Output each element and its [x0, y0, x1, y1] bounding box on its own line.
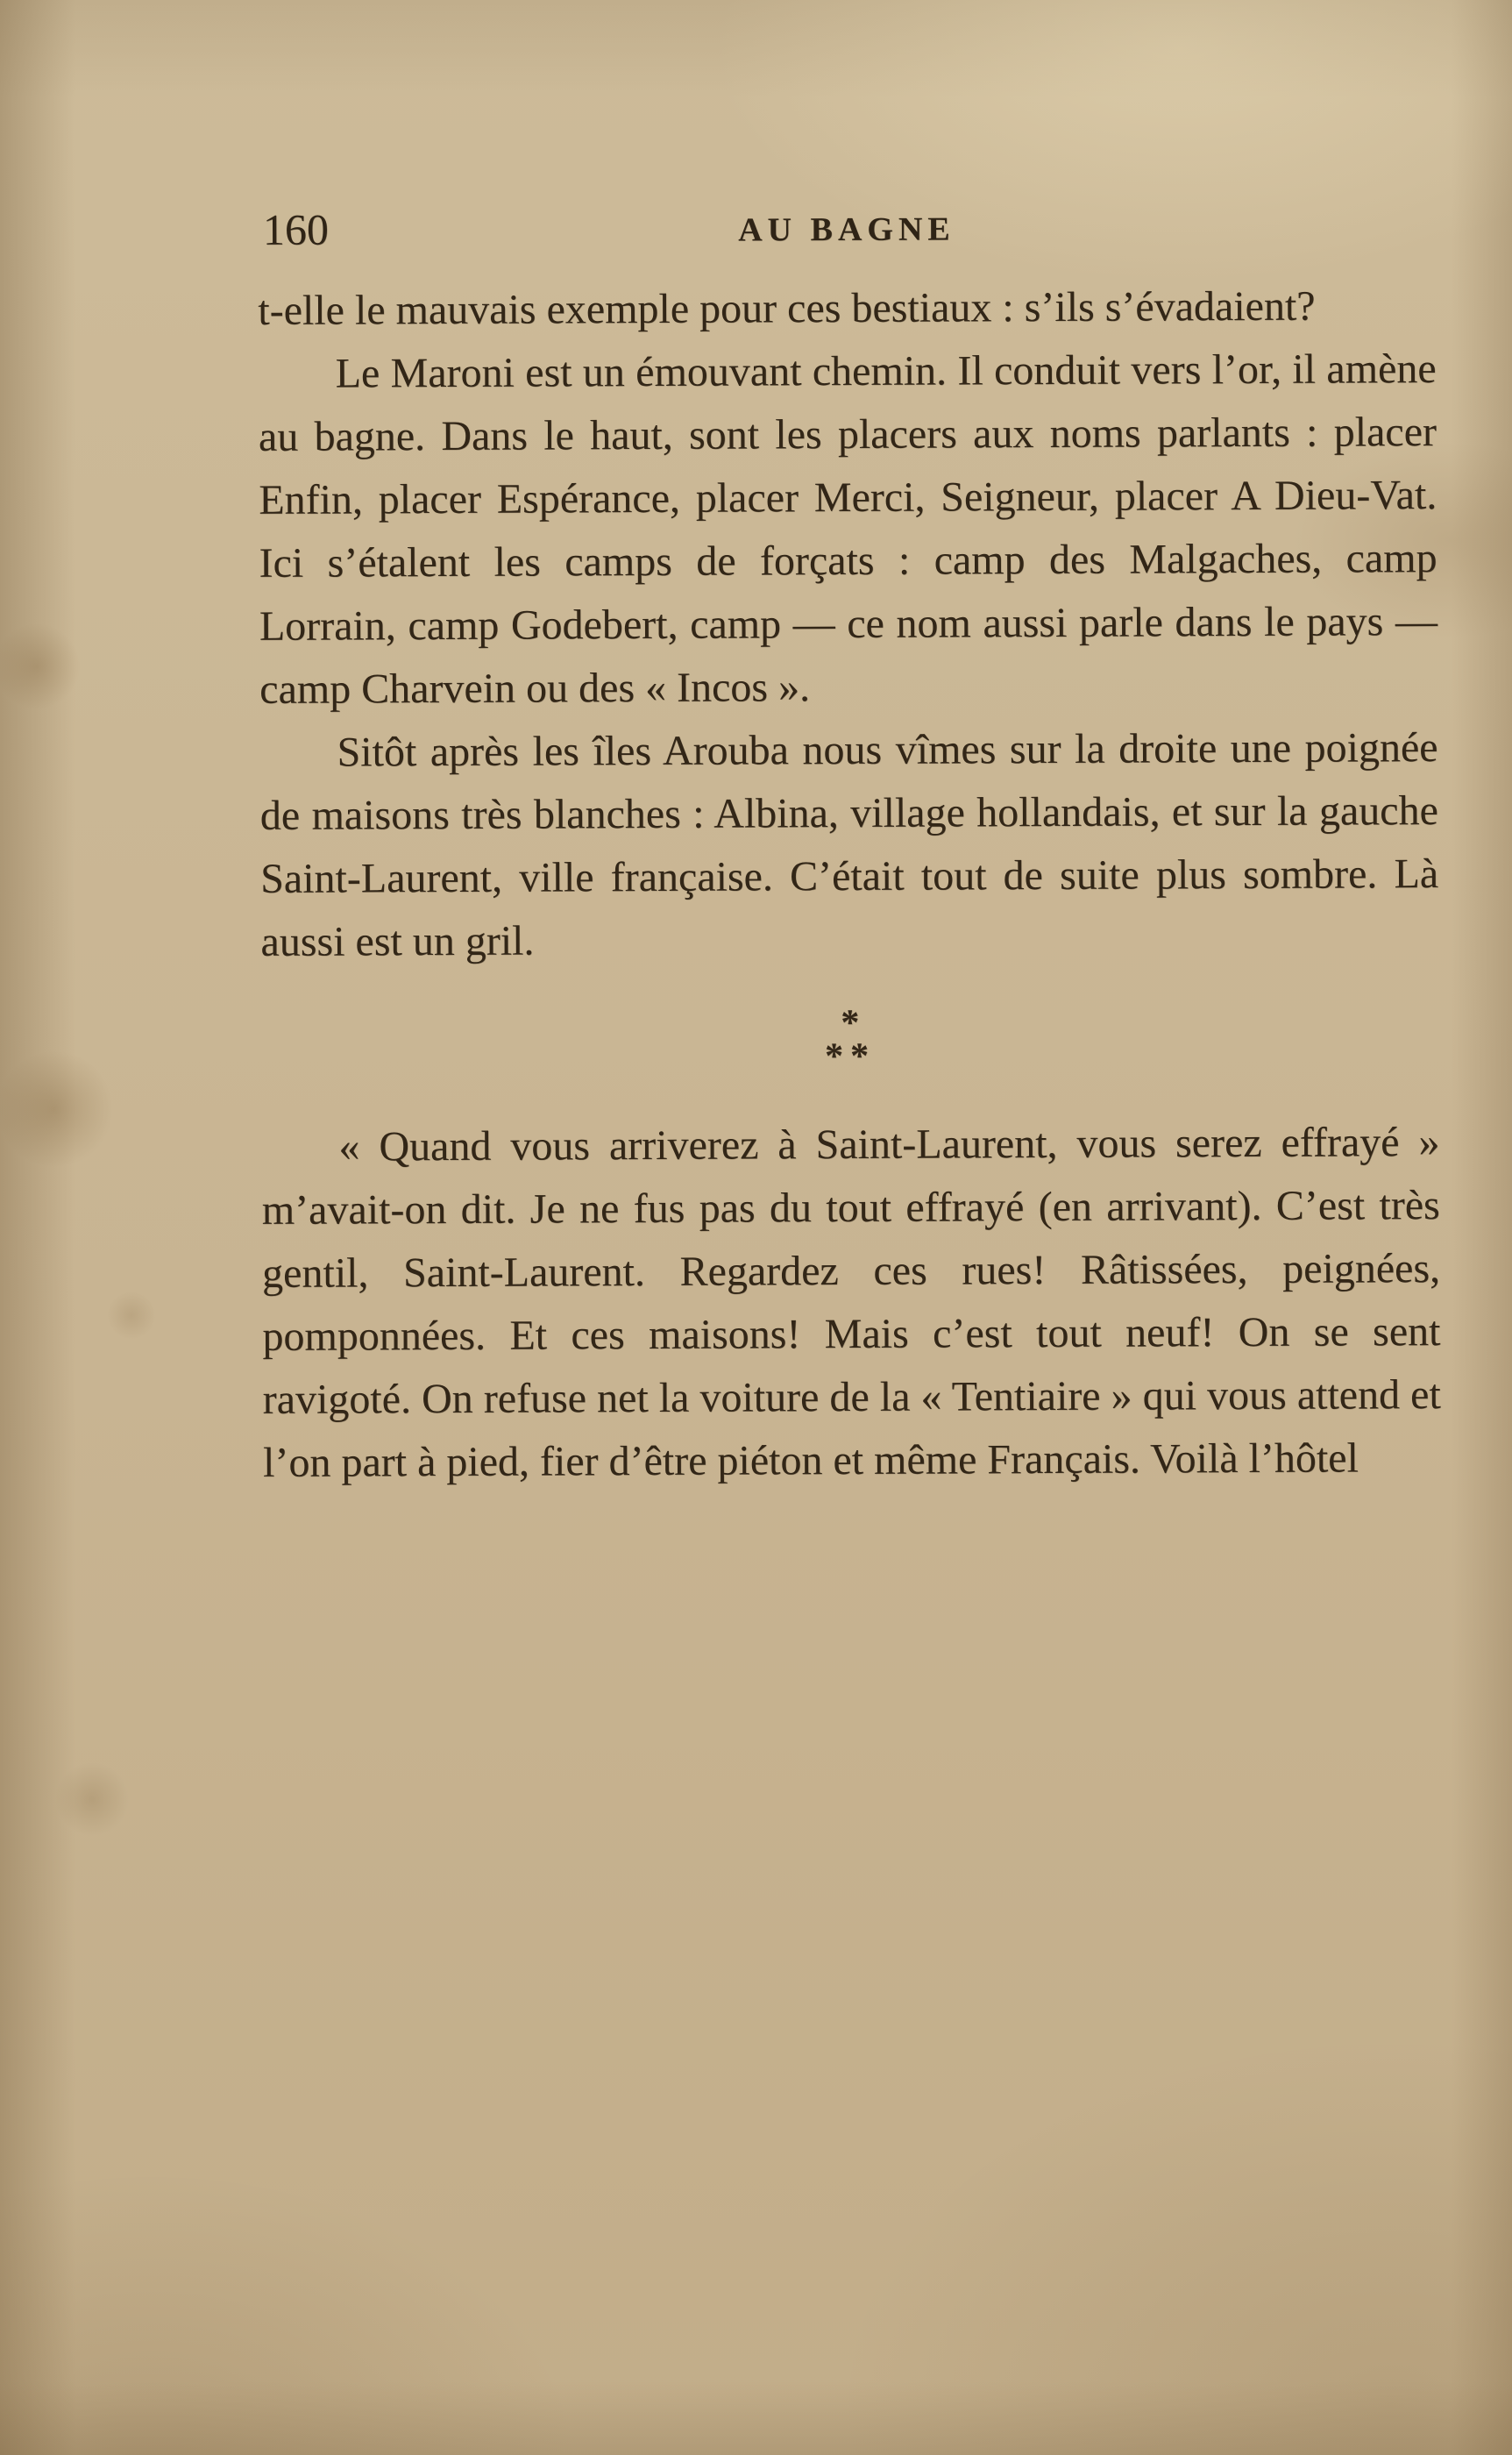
body-text — [258, 274, 1441, 1495]
page-header — [258, 201, 1436, 257]
asterism-separator — [261, 969, 1440, 1116]
page-content — [258, 201, 1441, 1495]
asterism-bottom: ** — [824, 1035, 877, 1078]
paragraph: « Quand vous arriverez à Saint-Laurent, vous serez effrayé » m’avait-on dit. Je ne fus pas du tout effrayé (en arrivant). C’est très gentil, Saint-Laurent. Regardez ces rues! Râtissées, peignées, pomponnées. Et ces maisons! Mais c’est tout neuf! On se sent ravigoté. On refuse net la voiture de la « Tentiaire » qui vous attend et l’on part à pied, fier d’être piéton et même Français. Voilà l’hôtel — [261, 1119, 1441, 1486]
paragraph-continuation: t-elle le mauvais exemple pour ces bestiaux : s’ils s’évadaient? — [258, 282, 1316, 334]
paragraph: Le Maroni est un émouvant chemin. Il conduit vers l’or, il amène au bagne. Dans le haut, sont les placers aux noms parlants : placer Enfin, placer Espérance, placer Merci, Seigneur, placer A Dieu-Vat. Ici s’étalent les camps de forçats : camp des Malgaches, camp Lorrain, camp Godebert, camp — ce nom aussi parle dans le pays — camp Charvein ou des « Incos ». — [258, 345, 1437, 713]
page-number: 160 — [262, 204, 330, 254]
asterism-top: * — [841, 1002, 860, 1044]
paragraph: Sitôt après les îles Arouba nous vîmes sur la droite une poignée de maisons très blanches : Albina, village hollandais, et sur la gauche Saint-Laurent, ville française. C’était tout de suite plus sombre. Là aussi est un gril. — [259, 724, 1439, 965]
running-title: AU BAGNE — [738, 210, 955, 249]
